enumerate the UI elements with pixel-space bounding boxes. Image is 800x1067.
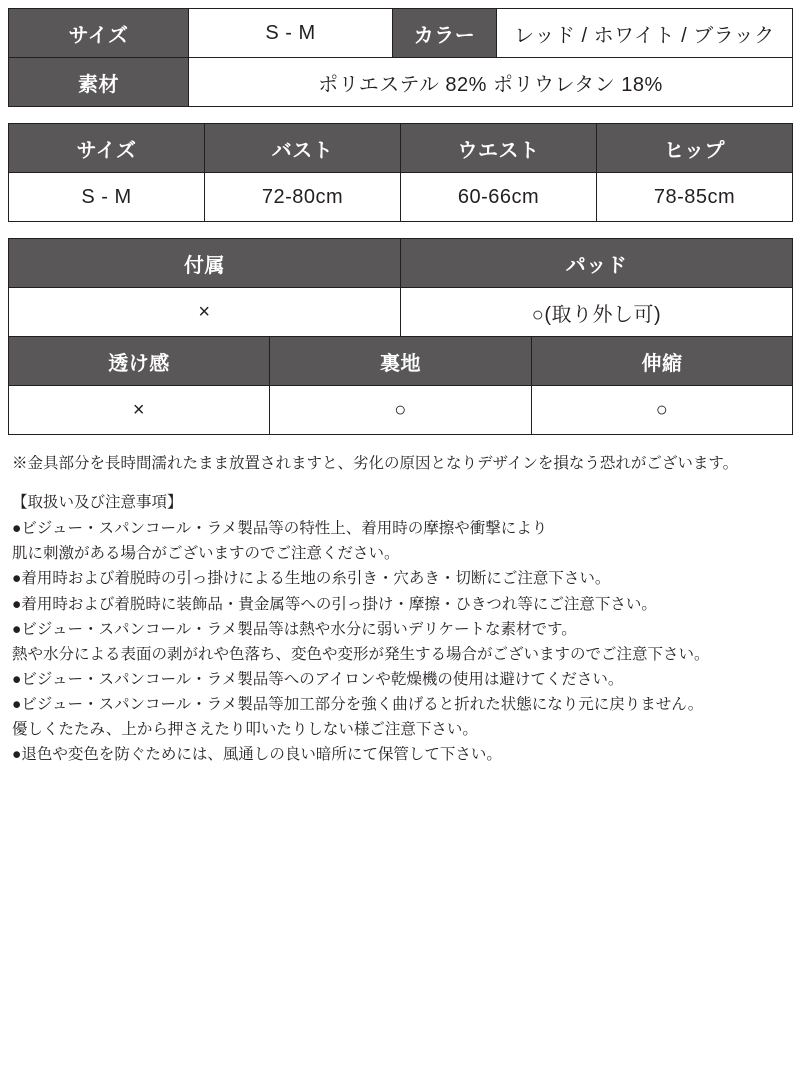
measure-value-bust: 72-80cm <box>205 173 401 222</box>
lining-label: 裏地 <box>270 337 532 386</box>
measure-header-size: サイズ <box>9 124 205 173</box>
table-header-row <box>9 239 793 288</box>
measure-value-hip: 78-85cm <box>597 173 793 222</box>
note-line: 熱や水分による表面の剥がれや色落ち、変色や変形が発生する場合がございますのでご注意下さい。 <box>12 645 710 663</box>
measurements-table <box>8 123 793 222</box>
table-row <box>9 9 793 58</box>
stretch-value: ○ <box>532 386 793 435</box>
lining-value: ○ <box>270 386 532 435</box>
measure-value-waist: 60-66cm <box>401 173 597 222</box>
note-line: 肌に刺激がある場合がございますのでご注意ください。 <box>12 545 400 563</box>
note-line: ●ビジュー・スパンコール・ラメ製品等は熱や水分に弱いデリケートな素材です。 <box>12 620 577 638</box>
table-header-row <box>9 337 793 386</box>
color-value: レッド / ホワイト / ブラック <box>497 9 793 58</box>
notes-section <box>8 451 792 767</box>
measure-header-waist: ウエスト <box>401 124 597 173</box>
table-header-row <box>9 124 793 173</box>
basic-spec-table <box>8 8 793 107</box>
measure-header-bust: バスト <box>205 124 401 173</box>
table-row <box>9 173 793 222</box>
stretch-label: 伸縮 <box>532 337 793 386</box>
sheer-label: 透け感 <box>9 337 270 386</box>
size-value: S - M <box>189 9 393 58</box>
note-line: ●着用時および着脱時に装飾品・貴金属等への引っ掛け・摩擦・ひきつれ等にご注意下さい。 <box>12 595 657 613</box>
note-line: ●ビジュー・スパンコール・ラメ製品等へのアイロンや乾燥機の使用は避けてください。 <box>12 670 624 688</box>
material-label: 素材 <box>9 58 189 107</box>
note-title: 【取扱い及び注意事項】 <box>12 494 183 512</box>
accessory-label: 付属 <box>9 239 401 288</box>
color-label: カラー <box>393 9 497 58</box>
table-row <box>9 288 793 337</box>
pad-value: ○(取り外し可) <box>401 288 793 337</box>
size-label: サイズ <box>9 9 189 58</box>
note-line: ●退色や変色を防ぐためには、風通しの良い暗所にて保管して下さい。 <box>12 746 502 764</box>
measure-header-hip: ヒップ <box>597 124 793 173</box>
note-lead: ※金具部分を長時間濡れたまま放置されますと、劣化の原因となりデザインを損なう恐れがございます。 <box>12 455 739 472</box>
pad-label: パッド <box>401 239 793 288</box>
accessory-value: × <box>9 288 401 337</box>
note-line: ●ビジュー・スパンコール・ラメ製品等の特性上、着用時の摩擦や衝撃により <box>12 520 548 538</box>
sheer-value: × <box>9 386 270 435</box>
note-line: ●着用時および着脱時の引っ掛けによる生地の糸引き・穴あき・切断にご注意下さい。 <box>12 570 611 588</box>
measure-value-size: S - M <box>9 173 205 222</box>
features-table <box>8 238 793 435</box>
table-row <box>9 386 793 435</box>
note-line: 優しくたたみ、上から押さえたり叩いたりしない様ご注意下さい。 <box>12 721 478 739</box>
note-line: ●ビジュー・スパンコール・ラメ製品等加工部分を強く曲げると折れた状態になり元に戻りません。 <box>12 695 704 713</box>
material-value: ポリエステル 82% ポリウレタン 18% <box>189 58 793 107</box>
table-row <box>9 58 793 107</box>
